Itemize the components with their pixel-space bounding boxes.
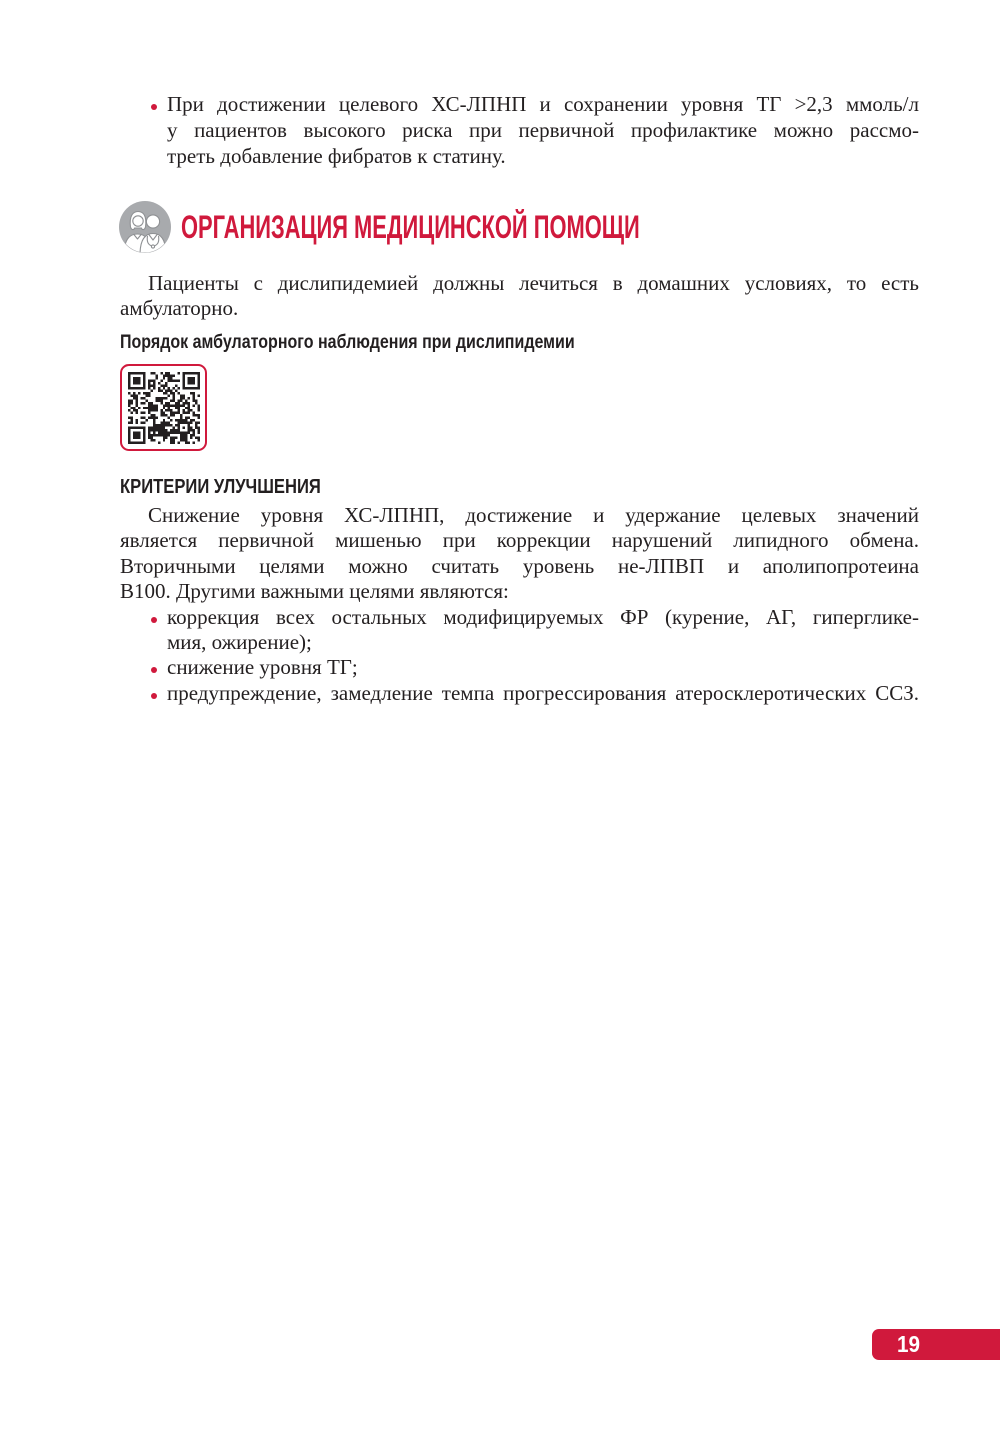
qr-code-frame [120, 364, 207, 451]
text-line: снижение уровня ТГ; [167, 655, 358, 680]
page-number: 19 [897, 1331, 921, 1357]
list-item [167, 605, 919, 656]
bullet-icon [151, 693, 157, 699]
text-line: коррекция всех остальных модифицируемых ФР (курение, АГ, гиперглике- [167, 604, 919, 629]
text-line: амбулаторно. [120, 296, 239, 321]
outpatient-subheading: Порядок амбулаторного наблюдения при дислипидемии [120, 332, 575, 353]
bullet-list-top [167, 92, 919, 169]
text-line: у пациентов высокого риска при первичной профилактике можно рассмо- [167, 117, 919, 142]
doctors-icon [119, 201, 171, 253]
intro-paragraph [120, 271, 919, 322]
bullet-icon [151, 617, 157, 623]
text-line: предупреждение, замедление темпа прогрессирования атеросклеротических ССЗ. [167, 680, 919, 705]
criteria-paragraph [120, 503, 919, 605]
text-line: является первичной мишенью при коррекции нарушений липидного обмена. [120, 528, 919, 553]
text-line: треть добавление фибратов к статину. [167, 143, 506, 168]
criteria-title: КРИТЕРИИ УЛУЧШЕНИЯ [120, 476, 321, 498]
text-line: При достижении целевого ХС-ЛПНП и сохранении уровня ТГ >2,3 ммоль/л [167, 92, 919, 116]
text-line: В100. Другими важными целями являются: [120, 579, 509, 604]
page-number-tab [872, 1329, 1000, 1360]
list-item [167, 681, 919, 706]
text-line: Снижение уровня ХС-ЛПНП, достижение и удержание целевых значений [148, 503, 919, 527]
section-title: ОРГАНИЗАЦИЯ МЕДИЦИНСКОЙ ПОМОЩИ [181, 209, 640, 245]
text-line: Пациенты с дислипидемией должны лечиться в домашних условиях, то есть [148, 271, 919, 295]
bullet-icon [151, 104, 157, 110]
criteria-bullet-list [167, 605, 919, 707]
text-line: мия, ожирение); [167, 629, 312, 654]
qr-code-icon [128, 372, 200, 444]
text-line: Вторичными целями можно считать уровень не-ЛПВП и аполипопротеина [120, 553, 919, 578]
bullet-icon [151, 667, 157, 673]
list-item [167, 92, 919, 169]
list-item [167, 655, 919, 680]
